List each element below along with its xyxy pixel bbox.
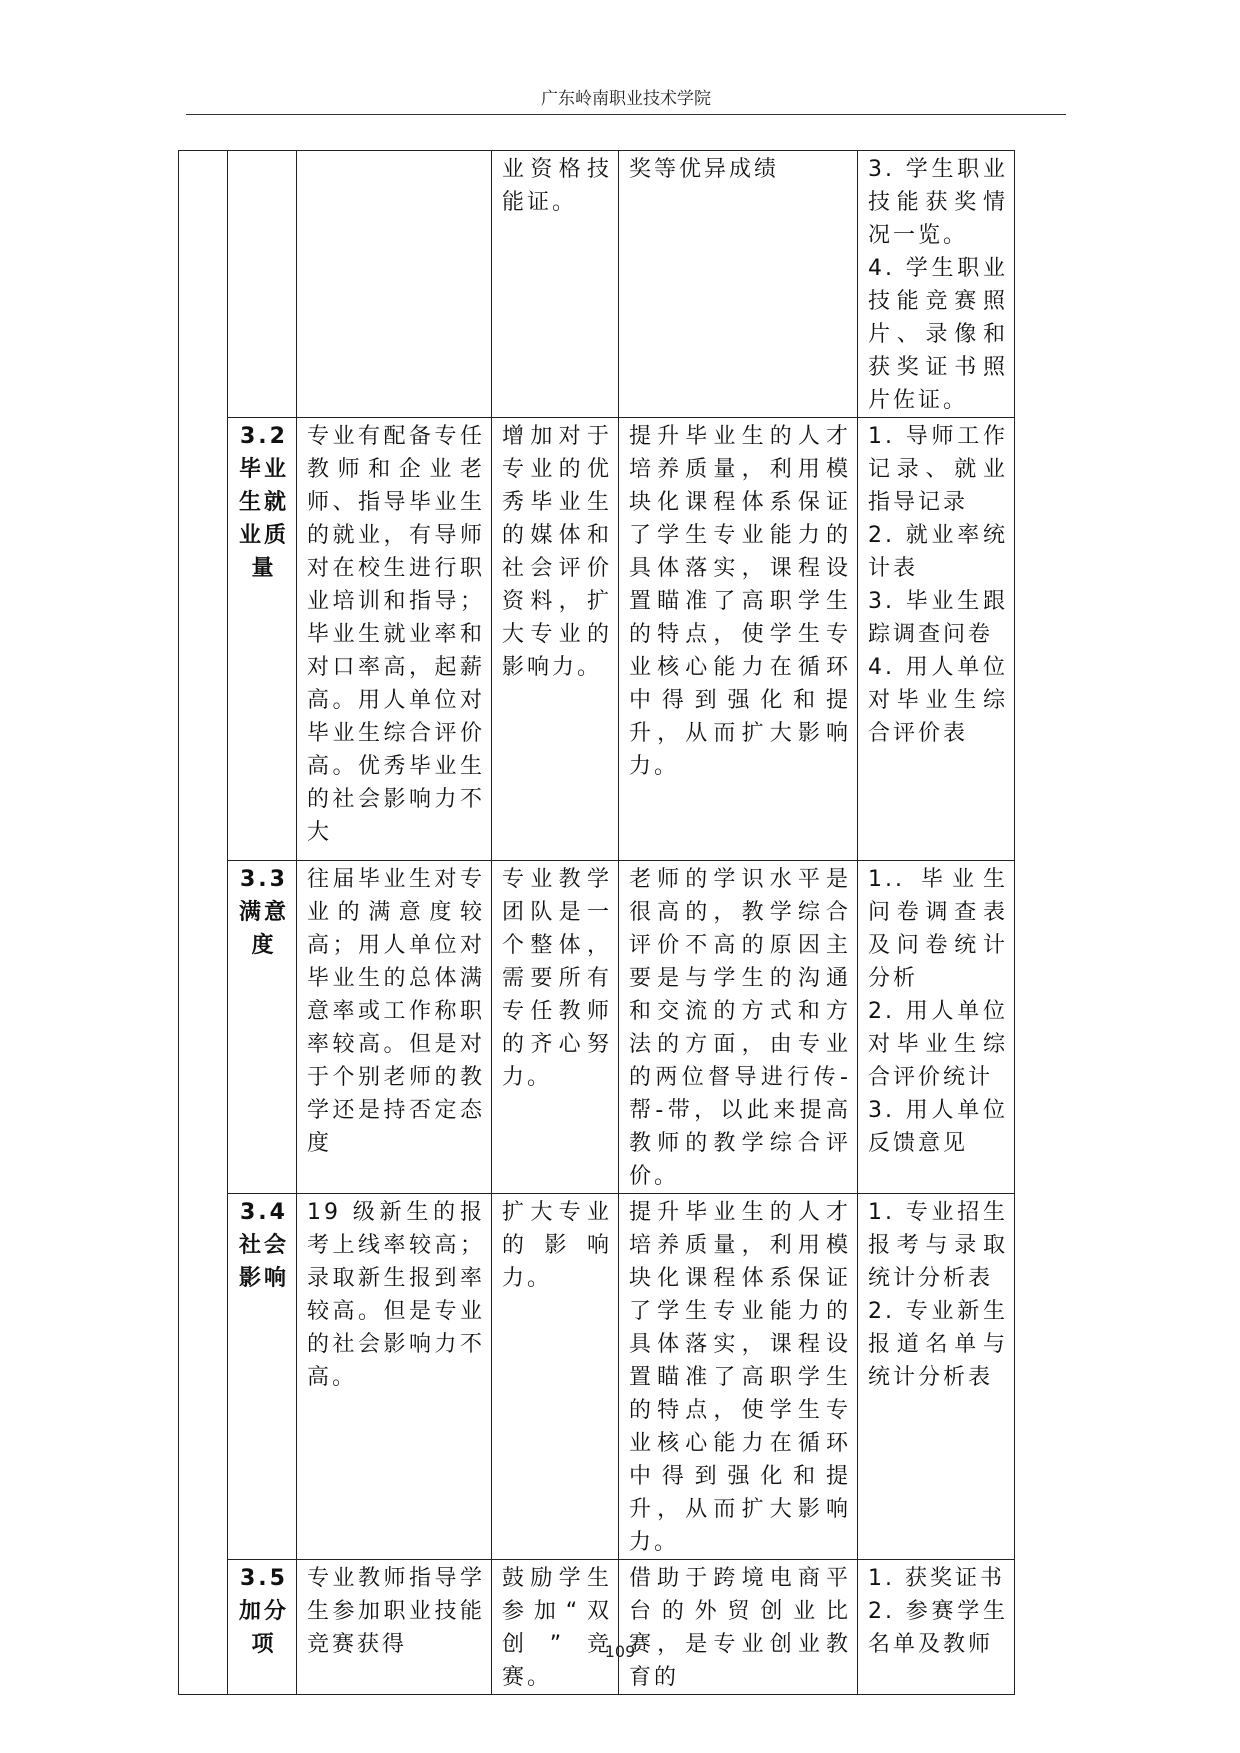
outer-category-cell xyxy=(179,151,228,1695)
running-header: 广东岭南职业技术学院 xyxy=(541,89,711,109)
table-row xyxy=(179,151,1015,418)
item-code: 3.5 xyxy=(240,1566,288,1591)
evidence-cell: 1. 专业招生报考与录取统计分析表 2. 专业新生报道名单与统计分析表 xyxy=(868,1200,1008,1390)
status-cell: 专业教师指导学生参加职业技能竞赛获得 xyxy=(307,1566,485,1657)
problem-cell: 业资格技能证。 xyxy=(502,157,612,215)
item-cell xyxy=(228,1194,297,1560)
item-cell xyxy=(228,861,297,1194)
measure-cell: 提升毕业生的人才培养质量，利用模块化课程体系保证了学生专业能力的具体落实，课程设置瞄准了高职学生的特点，使学生专业核心能力在循环中得到强化和提升，从而扩大影响力。 xyxy=(629,424,851,779)
table-row xyxy=(179,418,1015,861)
evidence-cell: 1.. 毕业生问卷调查表及问卷统计分析 2. 用人单位对毕业生综合评价统计 3. 用人单位反馈意见 xyxy=(868,867,1008,1156)
table-row xyxy=(179,861,1015,1194)
problem-cell: 鼓励学生参加“双创”竞赛。 xyxy=(502,1566,612,1690)
page-number: 109 xyxy=(604,1642,636,1661)
problem-cell: 专业教学团队是一个整体，需要所有专任教师的齐心努力。 xyxy=(502,867,612,1090)
item-name: 毕业生就业质量 xyxy=(238,457,289,581)
measure-cell: 借助于跨境电商平台的外贸创业比赛，是专业创业教育的 xyxy=(629,1566,851,1690)
item-name: 加分项 xyxy=(238,1599,289,1657)
table-row xyxy=(179,1194,1015,1560)
measure-cell: 奖等优异成绩 xyxy=(629,157,780,182)
status-cell: 往届毕业生对专业的满意度较高；用人单位对毕业生的总体满意率或工作称职率较高。但是对于个别老师的教学还是持否定态度 xyxy=(307,867,485,1156)
item-name: 满意度 xyxy=(238,900,289,958)
evaluation-table xyxy=(178,150,1015,1695)
table-row xyxy=(179,1560,1015,1695)
evidence-cell: 1. 导师工作记录、就业指导记录 2. 就业率统计表 3. 毕业生跟踪调查问卷 4. 用人单位对毕业生综合评价表 xyxy=(868,424,1008,746)
status-cell: 专业有配备专任教师和企业老师、指导毕业生的就业，有导师对在校生进行职业培训和指导；毕业生就业率和对口率高，起薪高。用人单位对毕业生综合评价高。优秀毕业生的社会影响力不大 xyxy=(307,424,485,845)
problem-cell: 扩大专业的影响力。 xyxy=(502,1200,612,1291)
evidence-cell: 1. 获奖证书 2. 参赛学生名单及教师 xyxy=(868,1566,1008,1657)
item-name: 社会影响 xyxy=(238,1233,289,1291)
item-code: 3.3 xyxy=(240,867,288,892)
item-code: 3.2 xyxy=(240,424,288,449)
status-cell: 19 级新生的报考上线率较高；录取新生报到率较高。但是专业的社会影响力不高。 xyxy=(307,1200,485,1390)
item-cell xyxy=(228,1560,297,1695)
item-cell xyxy=(228,151,297,418)
header-rule xyxy=(186,114,1066,115)
measure-cell: 提升毕业生的人才培养质量，利用模块化课程体系保证了学生专业能力的具体落实，课程设置瞄准了高职学生的特点，使学生专业核心能力在循环中得到强化和提升，从而扩大影响力。 xyxy=(629,1200,851,1555)
problem-cell: 增加对于专业的优秀毕业生的媒体和社会评价资料，扩大专业的影响力。 xyxy=(502,424,612,680)
item-code: 3.4 xyxy=(240,1200,288,1225)
evidence-cell: 3. 学生职业技能获奖情况一览。 4. 学生职业技能竞赛照片、录像和获奖证书照片佐证。 xyxy=(868,157,1008,413)
item-cell xyxy=(228,418,297,861)
measure-cell: 老师的学识水平是很高的，教学综合评价不高的原因主要是与学生的沟通和交流的方式和方法的方面，由专业的两位督导进行传-帮-带，以此来提高教师的教学综合评价。 xyxy=(629,867,851,1189)
